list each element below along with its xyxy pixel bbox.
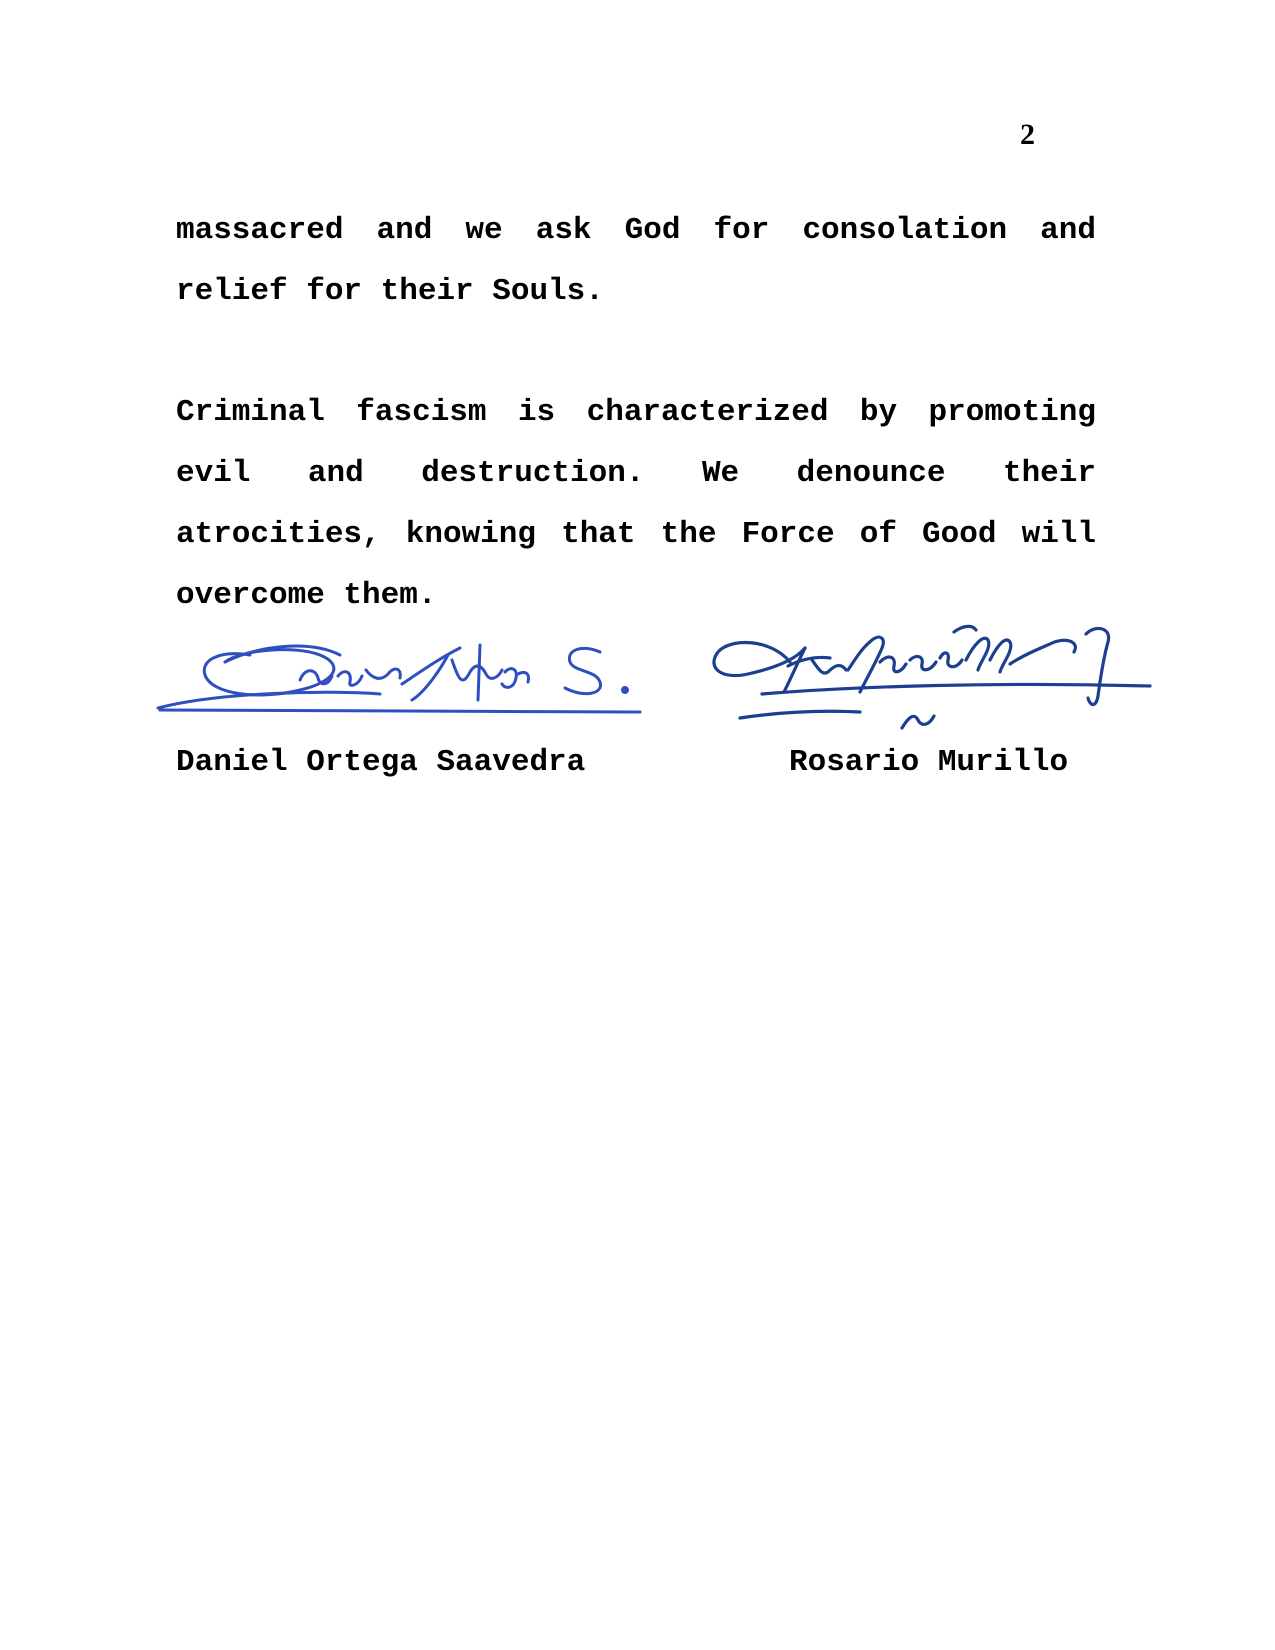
paragraph-2: Criminal fascism is characterized by promoting evil and destruction. We denounce their atrocities, knowing that the Force of Good will overcome them. [176,395,1096,613]
signature-rosario-murillo [714,626,1150,728]
paragraph-1: massacred and we ask God for consolation and relief for their Souls. [176,213,1096,309]
signature-daniel-ortega [158,645,640,712]
signer-name-daniel-ortega: Daniel Ortega Saavedra [176,745,586,780]
page-number: 2 [1020,118,1035,151]
signer-name-rosario-murillo: Rosario Murillo [789,745,1069,780]
signatures-block [0,600,1275,760]
